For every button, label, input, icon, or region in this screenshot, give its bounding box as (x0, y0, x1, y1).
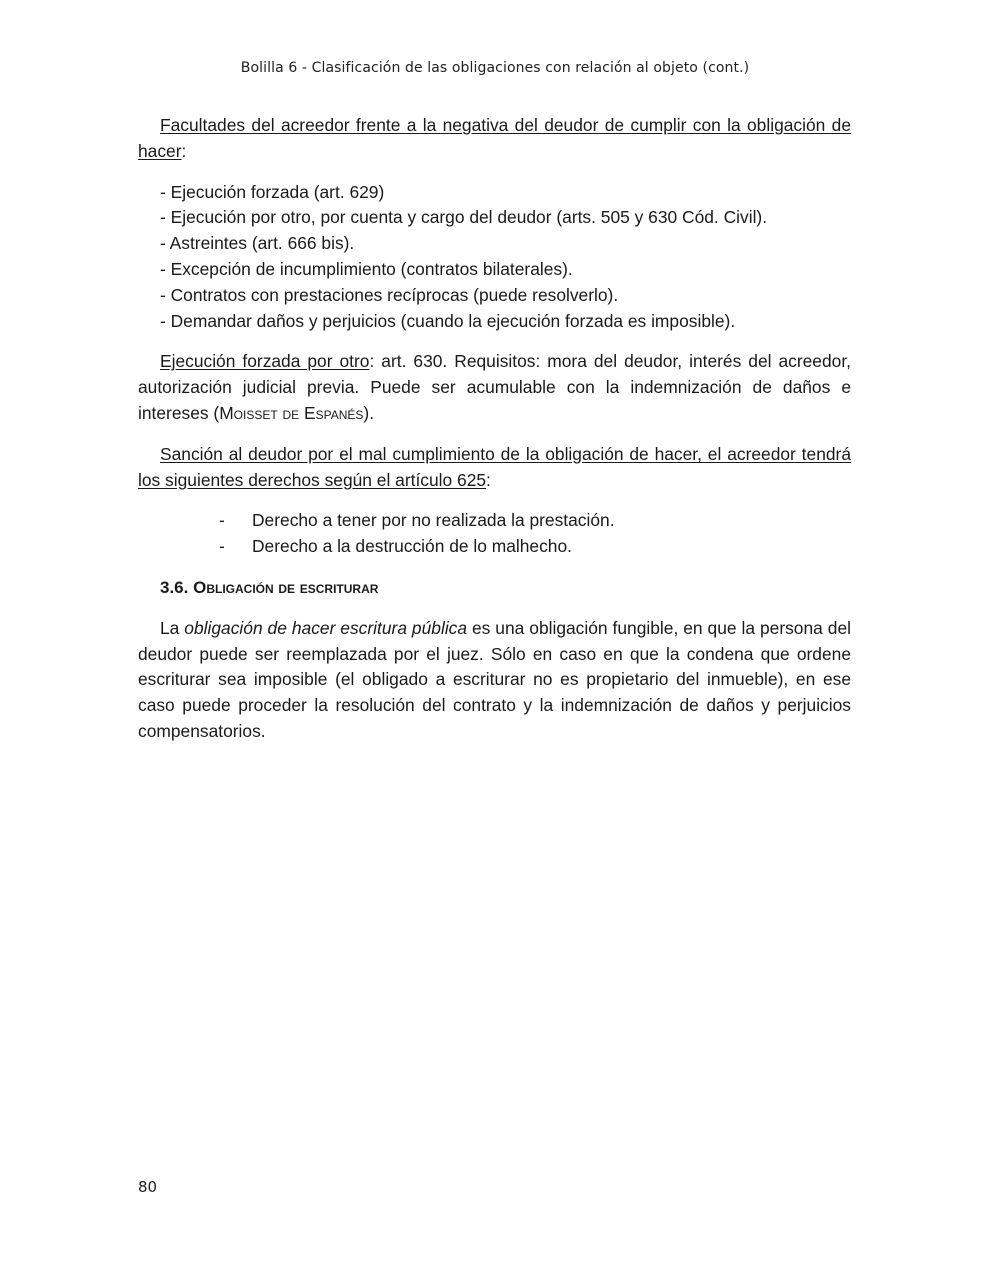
italic-term: obligación de hacer escritura pública (184, 617, 468, 638)
list-item-text: Derecho a tener por no realizada la prestación. (252, 510, 615, 531)
paragraph-escriturar (138, 616, 851, 745)
list-item-text: - Ejecución por otro, por cuenta y cargo del deudor (arts. 505 y 630 Cód. Civil). (160, 207, 768, 228)
derechos-list (138, 508, 851, 560)
underlined-heading: Ejecución forzada por otro (160, 351, 370, 372)
list-dash: - (219, 536, 225, 557)
paragraph-facultades (138, 113, 851, 165)
list-item: - Contratos con prestaciones recíprocas (puede resolverlo). (160, 284, 619, 305)
section-heading (138, 575, 851, 601)
underlined-heading: Facultades del acreedor frente a la negativa del deudor de cumplir con la obligación de hacer (138, 115, 851, 161)
paragraph-sancion (138, 442, 851, 494)
section-title: Obligación de escriturar (193, 577, 379, 597)
paragraph-tail: : (181, 140, 187, 161)
list-item: - Excepción de incumplimiento (contratos bilaterales). (160, 258, 573, 279)
list-item (138, 534, 851, 560)
paragraph-text: : art. 630. Requisitos: mora del deudor, interés del acreedor, autorización judicial previa. Puede ser acumulable con la indemnización de daños e intereses ( (138, 351, 851, 423)
list-item (138, 508, 851, 534)
underlined-heading: Sanción al deudor por el mal cumplimiento de la obligación de hacer, el acreedor tendrá los siguientes derechos según el artículo 625 (138, 443, 851, 490)
list-item (138, 205, 851, 231)
document-body (138, 113, 851, 745)
author-name: Moisset de Espanés (219, 402, 364, 423)
page-header: Bolilla 6 - Clasificación de las obligaciones con relación al objeto (cont.) (240, 60, 750, 76)
list-item: - Astreintes (art. 666 bis). (160, 233, 355, 254)
list-item: - Demandar daños y perjuicios (cuando la ejecución forzada es imposible). (160, 310, 736, 331)
page-number: 80 (138, 1178, 158, 1196)
paragraph-start: La (160, 617, 185, 638)
section-number: 3.6. (160, 577, 189, 597)
facultades-list (138, 180, 851, 335)
paragraph-ejecucion (138, 349, 851, 426)
paragraph-tail: : (486, 469, 491, 490)
list-item: - Ejecución forzada (art. 629) (160, 181, 385, 202)
paragraph-rest: es una obligación fungible, en que la persona del deudor puede ser reemplazada por el juez. Sólo en caso en que la condena que ordene escriturar sea imposible (el obligado a escriturar no es propietario del inmueble), en ese caso puede proceder la resolución del contrato y la indemnización de daños y perjuicios compensatorios. (138, 617, 851, 741)
list-item-text: Derecho a la destrucción de lo malhecho. (252, 536, 572, 557)
paragraph-end: ). (363, 402, 375, 423)
list-dash: - (219, 510, 225, 531)
